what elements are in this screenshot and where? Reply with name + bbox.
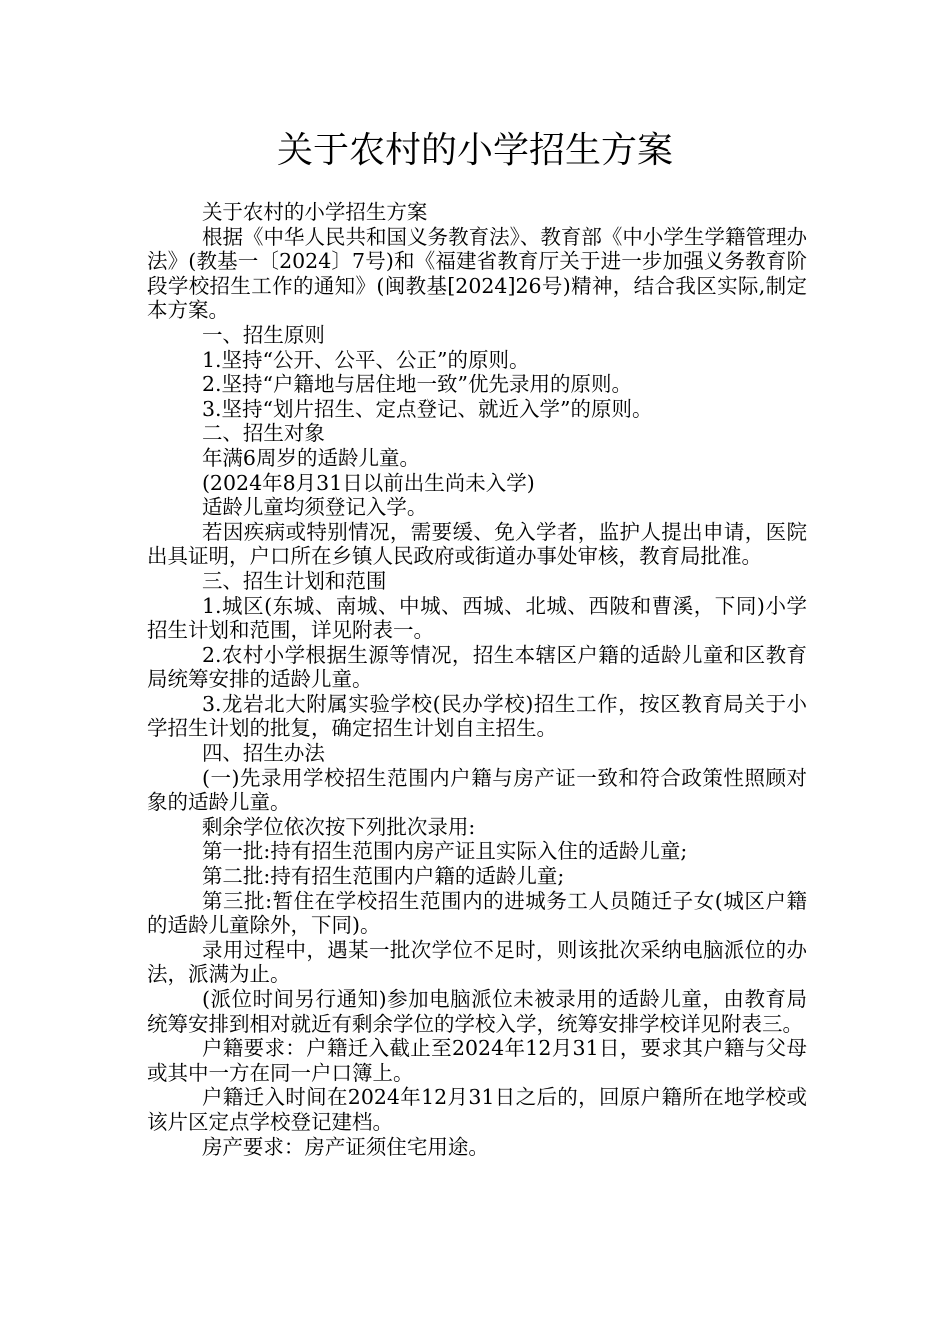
paragraph: 年满6周岁的适龄儿童。 xyxy=(201,445,420,470)
paragraph: 录用过程中，遇某一批次学位不足时，则该批次采纳电脑派位的办法，派满为止。 xyxy=(147,937,807,987)
batch-item: 第一批:持有招生范围内房产证且实际入住的适龄儿童; xyxy=(201,839,688,864)
paragraph: 户籍迁入时间在2024年12月31日之后的，回原户籍所在地学校或该片区定点学校登记建档。 xyxy=(147,1085,807,1134)
paragraph-property: 房产要求：房产证须住宅用途。 xyxy=(201,1134,489,1159)
document-body xyxy=(147,200,807,1159)
plan-item: 3.龙岩北大附属实验学校(民办学校)招生工作，按区教育局关于小学招生计划的批复，确定招生计划自主招生。 xyxy=(147,691,807,741)
section-heading-targets: 二、招生对象 xyxy=(201,421,325,446)
paragraph-basis: 根据《中华人民共和国义务教育法》、教育部《中小学生学籍管理办法》(教基一〔2024〕7号)和《福建省教育厅关于进一步加强义务教育阶段学校招生工作的通知》(闽教基[2024]26号)精神，结合我区实际,制定本方案。 xyxy=(147,224,807,323)
document-title: 关于农村的小学招生方案 xyxy=(276,130,673,171)
principle-item: 3.坚持“划片招生、定点登记、就近入学”的原则。 xyxy=(201,396,653,421)
section-heading-principles: 一、招生原则 xyxy=(201,322,325,347)
principle-item: 1.坚持“公开、公平、公正”的原则。 xyxy=(201,347,530,372)
paragraph: (2024年8月31日以前出生尚未入学) xyxy=(201,470,535,495)
paragraph: (派位时间另行通知)参加电脑派位未被录用的适龄儿童，由教育局统筹安排到相对就近有剩余学位的学校入学，统筹安排学校详见附表三。 xyxy=(147,987,807,1036)
batch-item: 第三批:暂住在学校招生范围内的进城务工人员随迁子女(城区户籍的适龄儿童除外，下同)。 xyxy=(147,888,807,938)
plan-item: 2.农村小学根据生源等情况，招生本辖区户籍的适龄儿童和区教育局统筹安排的适龄儿童。 xyxy=(147,642,807,692)
principle-item: 2.坚持“户籍地与居住地一致”优先录用的原则。 xyxy=(201,372,632,397)
plan-item: 1.城区(东城、南城、中城、西城、北城、西陂和曹溪，下同)小学招生计划和范围，详见附表一。 xyxy=(147,593,807,643)
section-heading-plan: 三、招生计划和范围 xyxy=(201,568,387,593)
paragraph: 若因疾病或特别情况，需要缓、免入学者，监护人提出申请，医院出具证明，户口所在乡镇人民政府或街道办事处审核，教育局批准。 xyxy=(147,519,807,569)
paragraph-subtitle: 关于农村的小学招生方案 xyxy=(201,200,428,224)
paragraph: (一)先录用学校招生范围内户籍与房产证一致和符合政策性照顾对象的适龄儿童。 xyxy=(147,765,807,815)
paragraph: 剩余学位依次按下列批次录用: xyxy=(201,814,476,839)
section-heading-methods: 四、招生办法 xyxy=(201,741,325,766)
paragraph-household: 户籍要求：户籍迁入截止至2024年12月31日，要求其户籍与父母或其中一方在同一户口簿上。 xyxy=(147,1036,807,1085)
paragraph: 适龄儿童均须登记入学。 xyxy=(201,495,428,520)
batch-item: 第二批:持有招生范围内户籍的适龄儿童; xyxy=(201,864,565,889)
